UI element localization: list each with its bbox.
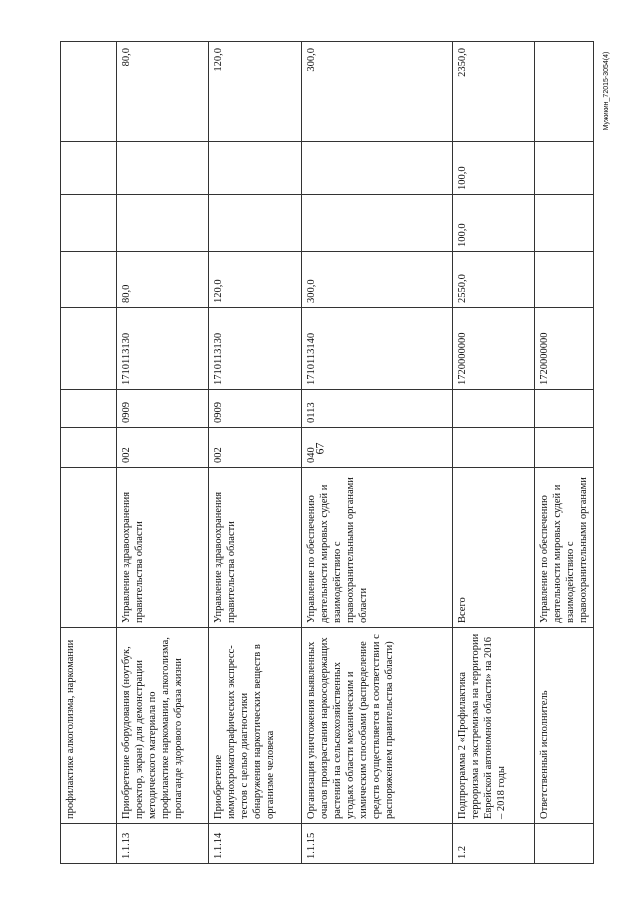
grbs-code-cell: 040 bbox=[302, 428, 453, 468]
row-number-cell bbox=[535, 824, 594, 864]
section-code-cell: 0909 bbox=[117, 390, 209, 428]
amount-2018-cell bbox=[535, 142, 594, 195]
row-number-cell: 1.1.14 bbox=[209, 824, 302, 864]
amount-2017-cell bbox=[535, 195, 594, 252]
table-row bbox=[61, 42, 117, 864]
amount-2016-cell: 2550,0 bbox=[453, 252, 535, 308]
rotated-table-container bbox=[60, 42, 587, 864]
amount-2018-cell bbox=[117, 142, 209, 195]
grbs-code-cell: 002 bbox=[117, 428, 209, 468]
row-number-cell: 1.2 bbox=[453, 824, 535, 864]
section-code-cell bbox=[535, 390, 594, 428]
executor-cell: Управление по обеспечению деятельности мировых судей и взаимодействию с правоохранительными органами bbox=[535, 468, 594, 628]
total-amount-cell: 300,0 bbox=[302, 42, 453, 142]
amount-2017-cell: 100,0 bbox=[453, 195, 535, 252]
amount-2018-cell bbox=[209, 142, 302, 195]
executor-cell: Управление здравоохранения правительства области bbox=[209, 468, 302, 628]
total-amount-cell bbox=[61, 42, 117, 142]
activity-name-cell: Приобретение иммунохроматографических экспресс-тестов с целью диагностики обнаружения наркотических веществ в организме человека bbox=[209, 628, 302, 824]
target-article-cell: 1720000000 bbox=[453, 308, 535, 390]
executor-cell: Управление по обеспечению деятельности мировых судей и взаимодействию с правоохранительными органами области bbox=[302, 468, 453, 628]
activity-name-cell: Подпрограмма 2 «Профилактика терроризма и экстремизма на территории Еврейской автономной области» на 2016 – 2018 годы bbox=[453, 628, 535, 824]
amount-2018-cell: 100,0 bbox=[453, 142, 535, 195]
grbs-code-cell bbox=[61, 428, 117, 468]
amount-2016-cell: 300,0 bbox=[302, 252, 453, 308]
grbs-code-cell bbox=[453, 428, 535, 468]
amount-2016-cell: 80,0 bbox=[117, 252, 209, 308]
total-amount-cell bbox=[535, 42, 594, 142]
table-row bbox=[117, 42, 209, 864]
total-amount-cell: 2350,0 bbox=[453, 42, 535, 142]
table-row bbox=[209, 42, 302, 864]
table-row bbox=[453, 42, 535, 864]
amount-2017-cell bbox=[209, 195, 302, 252]
activity-name-cell: Организация уничтожения выявленных очагов произрастания наркосодержащих растений на сельскохозяйственных угодьях области механическим и химическим способами (распределение средств осуществляется в соответствии с распоряжением правительства области) bbox=[302, 628, 453, 824]
executor-cell: Всего bbox=[453, 468, 535, 628]
page-number: 67 bbox=[312, 442, 327, 455]
activity-name-cell: Ответственный исполнитель bbox=[535, 628, 594, 824]
amount-2017-cell bbox=[117, 195, 209, 252]
target-article-cell bbox=[61, 308, 117, 390]
executor-cell: Управление здравоохранения правительства области bbox=[117, 468, 209, 628]
amount-2016-cell bbox=[61, 252, 117, 308]
table-row bbox=[302, 42, 453, 864]
row-number-cell: 1.1.15 bbox=[302, 824, 453, 864]
target-article-cell: 1720000000 bbox=[535, 308, 594, 390]
row-number-cell bbox=[61, 824, 117, 864]
amount-2017-cell bbox=[302, 195, 453, 252]
amount-2016-cell: 120,0 bbox=[209, 252, 302, 308]
activity-name-cell: Приобретение оборудования (ноутбук, проектор, экран) для демонстрации методического материала по профилактике наркомании, алкоголизма, пропаганде здорового образа жизни bbox=[117, 628, 209, 824]
grbs-code-cell: 002 bbox=[209, 428, 302, 468]
table-row bbox=[535, 42, 594, 864]
amount-2017-cell bbox=[61, 195, 117, 252]
total-amount-cell: 80,0 bbox=[117, 42, 209, 142]
amount-2018-cell bbox=[61, 142, 117, 195]
section-code-cell: 0909 bbox=[209, 390, 302, 428]
amount-2016-cell bbox=[535, 252, 594, 308]
total-amount-cell: 120,0 bbox=[209, 42, 302, 142]
table-body bbox=[61, 42, 594, 864]
document-code: Мужикин_72015-3054(4) bbox=[603, 51, 610, 131]
target-article-cell: 1710113130 bbox=[117, 308, 209, 390]
amount-2018-cell bbox=[302, 142, 453, 195]
executor-cell bbox=[61, 468, 117, 628]
section-code-cell bbox=[453, 390, 535, 428]
row-number-cell: 1.1.13 bbox=[117, 824, 209, 864]
target-article-cell: 1710113130 bbox=[209, 308, 302, 390]
section-code-cell bbox=[61, 390, 117, 428]
section-code-cell: 0113 bbox=[302, 390, 453, 428]
budget-table bbox=[60, 41, 594, 864]
activity-name-cell: профилактике алкоголизма, наркомании bbox=[61, 628, 117, 824]
grbs-code-cell bbox=[535, 428, 594, 468]
target-article-cell: 1710113140 bbox=[302, 308, 453, 390]
